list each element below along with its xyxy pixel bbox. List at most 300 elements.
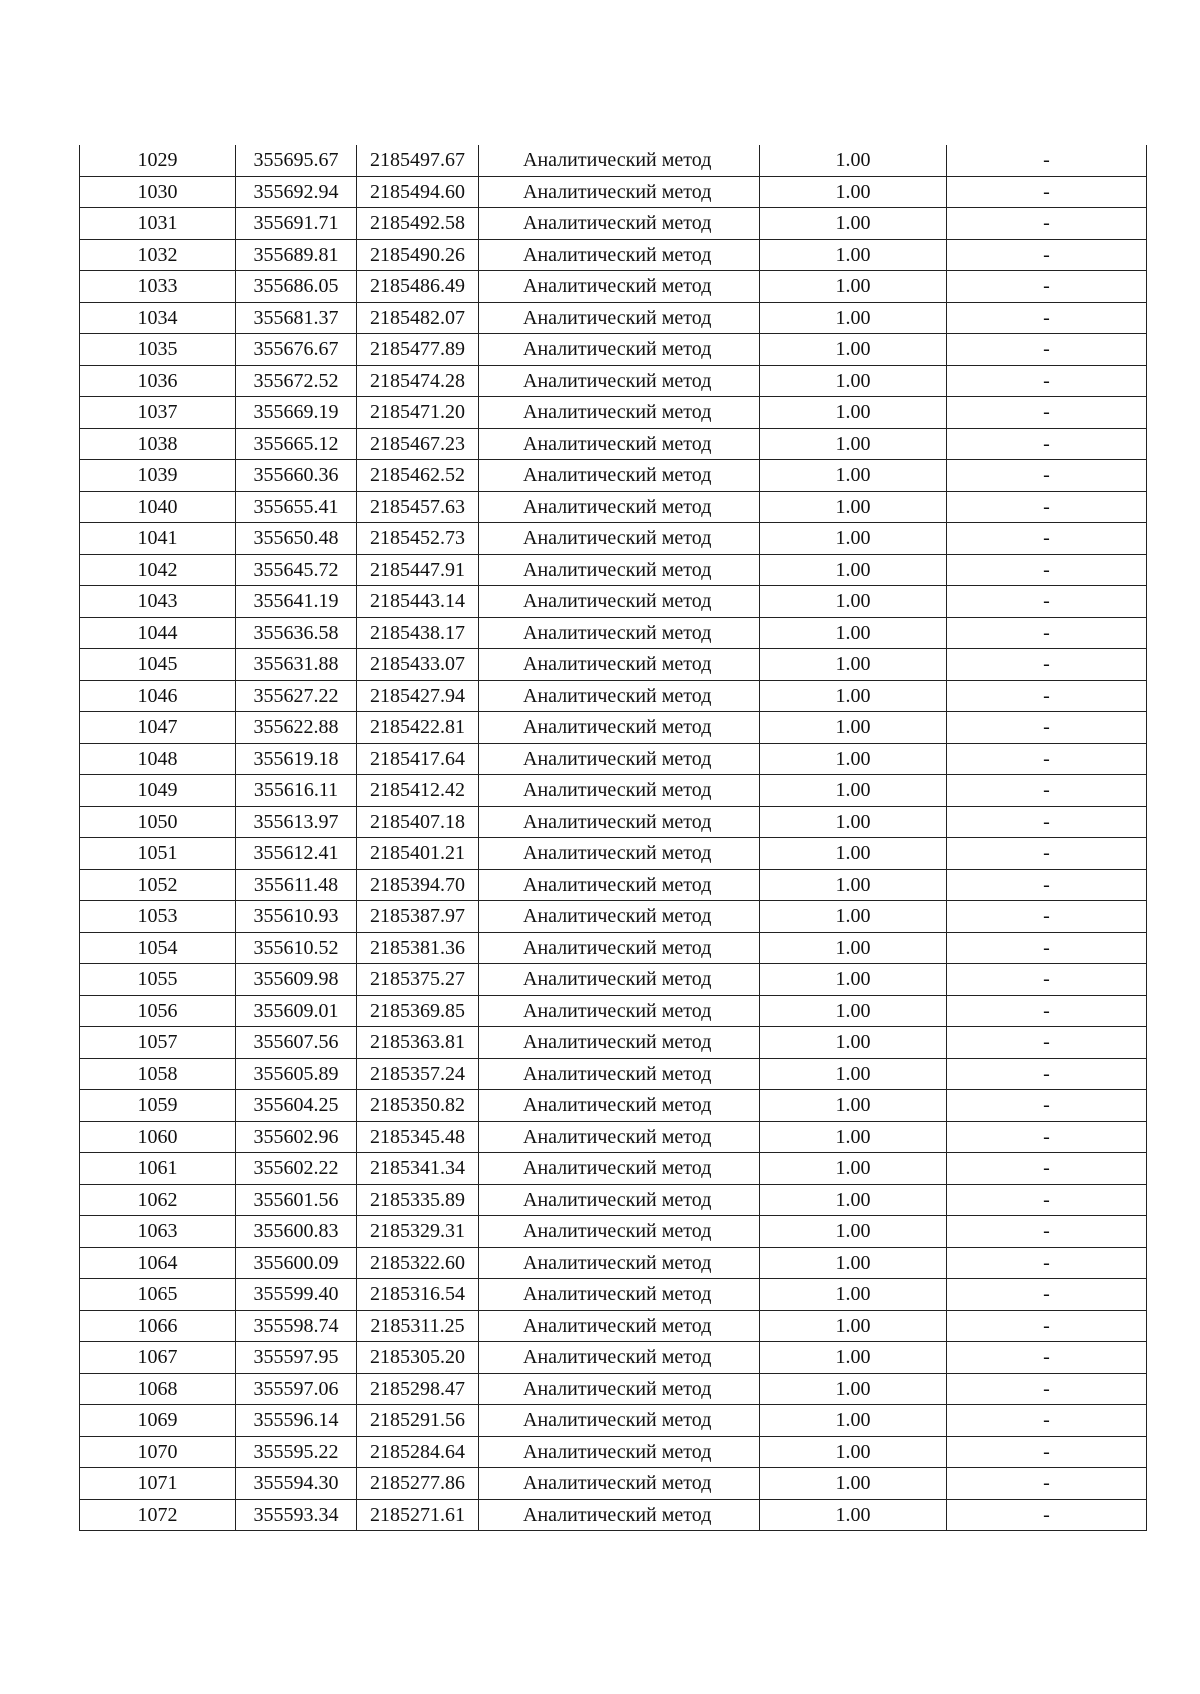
table-row (80, 680, 1147, 712)
cell-note: - (947, 901, 1147, 933)
cell-point-number: 1035 (80, 334, 236, 366)
cell-method: Аналитический метод (479, 995, 760, 1027)
cell-method: Аналитический метод (479, 932, 760, 964)
cell-note: - (947, 334, 1147, 366)
cell-note: - (947, 271, 1147, 303)
cell-method: Аналитический метод (479, 712, 760, 744)
cell-note: - (947, 712, 1147, 744)
cell-note: - (947, 523, 1147, 555)
cell-method: Аналитический метод (479, 302, 760, 334)
cell-point-number: 1032 (80, 239, 236, 271)
cell-y-coordinate: 2185369.85 (357, 995, 479, 1027)
cell-method: Аналитический метод (479, 365, 760, 397)
cell-method: Аналитический метод (479, 1090, 760, 1122)
cell-point-number: 1042 (80, 554, 236, 586)
cell-point-number: 1037 (80, 397, 236, 429)
cell-x-coordinate: 355655.41 (236, 491, 357, 523)
cell-point-number: 1036 (80, 365, 236, 397)
cell-note: - (947, 838, 1147, 870)
cell-method: Аналитический метод (479, 586, 760, 618)
cell-method: Аналитический метод (479, 523, 760, 555)
cell-y-coordinate: 2185298.47 (357, 1373, 479, 1405)
cell-y-coordinate: 2185277.86 (357, 1468, 479, 1500)
table-row (80, 176, 1147, 208)
cell-precision: 1.00 (760, 208, 947, 240)
cell-x-coordinate: 355622.88 (236, 712, 357, 744)
cell-point-number: 1051 (80, 838, 236, 870)
cell-y-coordinate: 2185291.56 (357, 1405, 479, 1437)
table-row (80, 428, 1147, 460)
cell-y-coordinate: 2185284.64 (357, 1436, 479, 1468)
cell-x-coordinate: 355616.11 (236, 775, 357, 807)
cell-y-coordinate: 2185482.07 (357, 302, 479, 334)
cell-note: - (947, 1153, 1147, 1185)
cell-precision: 1.00 (760, 901, 947, 933)
cell-x-coordinate: 355600.83 (236, 1216, 357, 1248)
cell-precision: 1.00 (760, 775, 947, 807)
cell-point-number: 1063 (80, 1216, 236, 1248)
cell-y-coordinate: 2185462.52 (357, 460, 479, 492)
cell-precision: 1.00 (760, 1310, 947, 1342)
table-row (80, 1247, 1147, 1279)
cell-x-coordinate: 355601.56 (236, 1184, 357, 1216)
cell-y-coordinate: 2185486.49 (357, 271, 479, 303)
table-row (80, 649, 1147, 681)
cell-x-coordinate: 355604.25 (236, 1090, 357, 1122)
cell-note: - (947, 617, 1147, 649)
table-row (80, 1342, 1147, 1374)
cell-method: Аналитический метод (479, 649, 760, 681)
cell-note: - (947, 1468, 1147, 1500)
cell-note: - (947, 397, 1147, 429)
cell-method: Аналитический метод (479, 775, 760, 807)
cell-precision: 1.00 (760, 1058, 947, 1090)
cell-precision: 1.00 (760, 145, 947, 176)
cell-point-number: 1034 (80, 302, 236, 334)
table-row (80, 1279, 1147, 1311)
cell-note: - (947, 491, 1147, 523)
cell-point-number: 1066 (80, 1310, 236, 1342)
cell-note: - (947, 460, 1147, 492)
table-row (80, 1090, 1147, 1122)
cell-note: - (947, 1342, 1147, 1374)
cell-method: Аналитический метод (479, 491, 760, 523)
cell-point-number: 1058 (80, 1058, 236, 1090)
cell-point-number: 1055 (80, 964, 236, 996)
cell-x-coordinate: 355593.34 (236, 1499, 357, 1531)
cell-precision: 1.00 (760, 1373, 947, 1405)
cell-note: - (947, 554, 1147, 586)
table-row (80, 1405, 1147, 1437)
cell-point-number: 1068 (80, 1373, 236, 1405)
cell-precision: 1.00 (760, 1153, 947, 1185)
table-row (80, 775, 1147, 807)
cell-x-coordinate: 355611.48 (236, 869, 357, 901)
cell-method: Аналитический метод (479, 1279, 760, 1311)
cell-point-number: 1072 (80, 1499, 236, 1531)
cell-point-number: 1045 (80, 649, 236, 681)
table-row (80, 208, 1147, 240)
cell-note: - (947, 680, 1147, 712)
cell-precision: 1.00 (760, 743, 947, 775)
cell-y-coordinate: 2185417.64 (357, 743, 479, 775)
table-row (80, 964, 1147, 996)
cell-method: Аналитический метод (479, 901, 760, 933)
cell-y-coordinate: 2185433.07 (357, 649, 479, 681)
cell-note: - (947, 964, 1147, 996)
cell-precision: 1.00 (760, 1027, 947, 1059)
cell-x-coordinate: 355665.12 (236, 428, 357, 460)
cell-x-coordinate: 355645.72 (236, 554, 357, 586)
cell-y-coordinate: 2185412.42 (357, 775, 479, 807)
cell-y-coordinate: 2185427.94 (357, 680, 479, 712)
cell-point-number: 1029 (80, 145, 236, 176)
table-row (80, 302, 1147, 334)
cell-method: Аналитический метод (479, 1058, 760, 1090)
cell-x-coordinate: 355607.56 (236, 1027, 357, 1059)
cell-method: Аналитический метод (479, 460, 760, 492)
cell-precision: 1.00 (760, 712, 947, 744)
cell-precision: 1.00 (760, 176, 947, 208)
cell-x-coordinate: 355598.74 (236, 1310, 357, 1342)
cell-x-coordinate: 355599.40 (236, 1279, 357, 1311)
cell-point-number: 1054 (80, 932, 236, 964)
cell-precision: 1.00 (760, 1279, 947, 1311)
cell-x-coordinate: 355596.14 (236, 1405, 357, 1437)
cell-point-number: 1061 (80, 1153, 236, 1185)
cell-note: - (947, 1184, 1147, 1216)
cell-x-coordinate: 355613.97 (236, 806, 357, 838)
cell-x-coordinate: 355597.95 (236, 1342, 357, 1374)
cell-method: Аналитический метод (479, 1184, 760, 1216)
cell-x-coordinate: 355641.19 (236, 586, 357, 618)
cell-precision: 1.00 (760, 1436, 947, 1468)
cell-method: Аналитический метод (479, 1027, 760, 1059)
cell-method: Аналитический метод (479, 554, 760, 586)
cell-x-coordinate: 355610.93 (236, 901, 357, 933)
cell-precision: 1.00 (760, 932, 947, 964)
cell-point-number: 1048 (80, 743, 236, 775)
coordinates-table (79, 145, 1147, 1531)
cell-y-coordinate: 2185350.82 (357, 1090, 479, 1122)
table-row (80, 1436, 1147, 1468)
cell-precision: 1.00 (760, 365, 947, 397)
cell-y-coordinate: 2185407.18 (357, 806, 479, 838)
table-row (80, 397, 1147, 429)
cell-precision: 1.00 (760, 460, 947, 492)
cell-point-number: 1039 (80, 460, 236, 492)
cell-point-number: 1043 (80, 586, 236, 618)
cell-y-coordinate: 2185443.14 (357, 586, 479, 618)
cell-precision: 1.00 (760, 1247, 947, 1279)
cell-note: - (947, 806, 1147, 838)
cell-method: Аналитический метод (479, 271, 760, 303)
cell-point-number: 1033 (80, 271, 236, 303)
cell-y-coordinate: 2185492.58 (357, 208, 479, 240)
cell-note: - (947, 869, 1147, 901)
table-row (80, 1310, 1147, 1342)
cell-precision: 1.00 (760, 838, 947, 870)
cell-x-coordinate: 355631.88 (236, 649, 357, 681)
cell-method: Аналитический метод (479, 239, 760, 271)
cell-x-coordinate: 355669.19 (236, 397, 357, 429)
cell-precision: 1.00 (760, 334, 947, 366)
cell-method: Аналитический метод (479, 964, 760, 996)
cell-precision: 1.00 (760, 523, 947, 555)
cell-precision: 1.00 (760, 428, 947, 460)
cell-y-coordinate: 2185387.97 (357, 901, 479, 933)
cell-x-coordinate: 355681.37 (236, 302, 357, 334)
cell-precision: 1.00 (760, 554, 947, 586)
cell-note: - (947, 743, 1147, 775)
table-row (80, 491, 1147, 523)
cell-note: - (947, 1121, 1147, 1153)
cell-point-number: 1060 (80, 1121, 236, 1153)
table-row (80, 995, 1147, 1027)
cell-precision: 1.00 (760, 1090, 947, 1122)
cell-point-number: 1065 (80, 1279, 236, 1311)
cell-x-coordinate: 355619.18 (236, 743, 357, 775)
cell-y-coordinate: 2185363.81 (357, 1027, 479, 1059)
cell-point-number: 1038 (80, 428, 236, 460)
cell-note: - (947, 586, 1147, 618)
cell-method: Аналитический метод (479, 680, 760, 712)
cell-y-coordinate: 2185497.67 (357, 145, 479, 176)
cell-y-coordinate: 2185477.89 (357, 334, 479, 366)
cell-note: - (947, 208, 1147, 240)
cell-point-number: 1062 (80, 1184, 236, 1216)
cell-method: Аналитический метод (479, 1468, 760, 1500)
table-row (80, 239, 1147, 271)
cell-method: Аналитический метод (479, 869, 760, 901)
cell-note: - (947, 1405, 1147, 1437)
cell-x-coordinate: 355612.41 (236, 838, 357, 870)
cell-point-number: 1050 (80, 806, 236, 838)
cell-note: - (947, 145, 1147, 176)
cell-method: Аналитический метод (479, 1499, 760, 1531)
cell-point-number: 1052 (80, 869, 236, 901)
table-row (80, 743, 1147, 775)
table-row (80, 1027, 1147, 1059)
cell-y-coordinate: 2185438.17 (357, 617, 479, 649)
table-row (80, 554, 1147, 586)
cell-note: - (947, 302, 1147, 334)
table-row (80, 1058, 1147, 1090)
cell-point-number: 1047 (80, 712, 236, 744)
table-row (80, 712, 1147, 744)
cell-note: - (947, 176, 1147, 208)
cell-precision: 1.00 (760, 806, 947, 838)
cell-method: Аналитический метод (479, 1405, 760, 1437)
cell-note: - (947, 1058, 1147, 1090)
cell-method: Аналитический метод (479, 428, 760, 460)
cell-note: - (947, 1310, 1147, 1342)
cell-y-coordinate: 2185467.23 (357, 428, 479, 460)
cell-note: - (947, 1247, 1147, 1279)
cell-point-number: 1070 (80, 1436, 236, 1468)
cell-y-coordinate: 2185422.81 (357, 712, 479, 744)
cell-y-coordinate: 2185345.48 (357, 1121, 479, 1153)
cell-y-coordinate: 2185305.20 (357, 1342, 479, 1374)
cell-x-coordinate: 355602.96 (236, 1121, 357, 1153)
cell-note: - (947, 239, 1147, 271)
cell-note: - (947, 365, 1147, 397)
cell-y-coordinate: 2185401.21 (357, 838, 479, 870)
cell-method: Аналитический метод (479, 1310, 760, 1342)
cell-method: Аналитический метод (479, 1153, 760, 1185)
cell-x-coordinate: 355672.52 (236, 365, 357, 397)
cell-precision: 1.00 (760, 1184, 947, 1216)
table-row (80, 145, 1147, 176)
cell-note: - (947, 1279, 1147, 1311)
cell-precision: 1.00 (760, 239, 947, 271)
cell-point-number: 1041 (80, 523, 236, 555)
cell-x-coordinate: 355695.67 (236, 145, 357, 176)
table-row (80, 365, 1147, 397)
cell-note: - (947, 1373, 1147, 1405)
cell-x-coordinate: 355602.22 (236, 1153, 357, 1185)
cell-note: - (947, 932, 1147, 964)
cell-method: Аналитический метод (479, 1216, 760, 1248)
table-row (80, 901, 1147, 933)
table-row (80, 869, 1147, 901)
cell-x-coordinate: 355594.30 (236, 1468, 357, 1500)
cell-y-coordinate: 2185490.26 (357, 239, 479, 271)
cell-x-coordinate: 355595.22 (236, 1436, 357, 1468)
cell-precision: 1.00 (760, 649, 947, 681)
table-row (80, 523, 1147, 555)
table-row (80, 1373, 1147, 1405)
cell-precision: 1.00 (760, 995, 947, 1027)
cell-note: - (947, 1090, 1147, 1122)
table-row (80, 586, 1147, 618)
cell-x-coordinate: 355689.81 (236, 239, 357, 271)
cell-precision: 1.00 (760, 964, 947, 996)
cell-method: Аналитический метод (479, 208, 760, 240)
cell-precision: 1.00 (760, 617, 947, 649)
cell-y-coordinate: 2185335.89 (357, 1184, 479, 1216)
cell-method: Аналитический метод (479, 1121, 760, 1153)
coordinates-table-body (80, 145, 1147, 1531)
cell-method: Аналитический метод (479, 397, 760, 429)
cell-note: - (947, 1436, 1147, 1468)
cell-precision: 1.00 (760, 869, 947, 901)
cell-precision: 1.00 (760, 1499, 947, 1531)
cell-x-coordinate: 355627.22 (236, 680, 357, 712)
cell-y-coordinate: 2185457.63 (357, 491, 479, 523)
cell-y-coordinate: 2185494.60 (357, 176, 479, 208)
cell-y-coordinate: 2185341.34 (357, 1153, 479, 1185)
cell-point-number: 1071 (80, 1468, 236, 1500)
table-row (80, 1121, 1147, 1153)
cell-point-number: 1064 (80, 1247, 236, 1279)
cell-y-coordinate: 2185271.61 (357, 1499, 479, 1531)
cell-method: Аналитический метод (479, 1436, 760, 1468)
table-row (80, 1153, 1147, 1185)
cell-point-number: 1056 (80, 995, 236, 1027)
cell-y-coordinate: 2185375.27 (357, 964, 479, 996)
table-row (80, 334, 1147, 366)
cell-method: Аналитический метод (479, 145, 760, 176)
cell-precision: 1.00 (760, 397, 947, 429)
cell-y-coordinate: 2185471.20 (357, 397, 479, 429)
cell-x-coordinate: 355605.89 (236, 1058, 357, 1090)
cell-y-coordinate: 2185474.28 (357, 365, 479, 397)
cell-x-coordinate: 355636.58 (236, 617, 357, 649)
cell-note: - (947, 1499, 1147, 1531)
cell-x-coordinate: 355610.52 (236, 932, 357, 964)
cell-y-coordinate: 2185452.73 (357, 523, 479, 555)
cell-x-coordinate: 355686.05 (236, 271, 357, 303)
cell-method: Аналитический метод (479, 1247, 760, 1279)
cell-note: - (947, 649, 1147, 681)
cell-precision: 1.00 (760, 680, 947, 712)
table-row (80, 271, 1147, 303)
table-row (80, 1184, 1147, 1216)
cell-precision: 1.00 (760, 302, 947, 334)
cell-method: Аналитический метод (479, 334, 760, 366)
cell-x-coordinate: 355650.48 (236, 523, 357, 555)
table-row (80, 932, 1147, 964)
cell-note: - (947, 1216, 1147, 1248)
cell-y-coordinate: 2185357.24 (357, 1058, 479, 1090)
table-row (80, 460, 1147, 492)
cell-x-coordinate: 355609.98 (236, 964, 357, 996)
table-row (80, 617, 1147, 649)
cell-y-coordinate: 2185394.70 (357, 869, 479, 901)
cell-point-number: 1057 (80, 1027, 236, 1059)
cell-method: Аналитический метод (479, 743, 760, 775)
cell-method: Аналитический метод (479, 176, 760, 208)
table-row (80, 838, 1147, 870)
cell-precision: 1.00 (760, 491, 947, 523)
cell-point-number: 1053 (80, 901, 236, 933)
cell-method: Аналитический метод (479, 806, 760, 838)
cell-point-number: 1040 (80, 491, 236, 523)
table-row (80, 1216, 1147, 1248)
cell-x-coordinate: 355600.09 (236, 1247, 357, 1279)
cell-y-coordinate: 2185316.54 (357, 1279, 479, 1311)
cell-point-number: 1069 (80, 1405, 236, 1437)
cell-method: Аналитический метод (479, 1373, 760, 1405)
cell-note: - (947, 995, 1147, 1027)
cell-method: Аналитический метод (479, 617, 760, 649)
cell-y-coordinate: 2185381.36 (357, 932, 479, 964)
cell-point-number: 1067 (80, 1342, 236, 1374)
cell-y-coordinate: 2185329.31 (357, 1216, 479, 1248)
cell-point-number: 1049 (80, 775, 236, 807)
table-row (80, 1499, 1147, 1531)
table-row (80, 1468, 1147, 1500)
cell-point-number: 1044 (80, 617, 236, 649)
cell-point-number: 1031 (80, 208, 236, 240)
cell-precision: 1.00 (760, 1405, 947, 1437)
cell-note: - (947, 428, 1147, 460)
cell-x-coordinate: 355660.36 (236, 460, 357, 492)
cell-method: Аналитический метод (479, 838, 760, 870)
cell-note: - (947, 1027, 1147, 1059)
cell-x-coordinate: 355692.94 (236, 176, 357, 208)
cell-point-number: 1030 (80, 176, 236, 208)
cell-precision: 1.00 (760, 586, 947, 618)
cell-point-number: 1046 (80, 680, 236, 712)
cell-x-coordinate: 355676.67 (236, 334, 357, 366)
table-row (80, 806, 1147, 838)
cell-precision: 1.00 (760, 1468, 947, 1500)
cell-precision: 1.00 (760, 1342, 947, 1374)
cell-method: Аналитический метод (479, 1342, 760, 1374)
cell-y-coordinate: 2185447.91 (357, 554, 479, 586)
